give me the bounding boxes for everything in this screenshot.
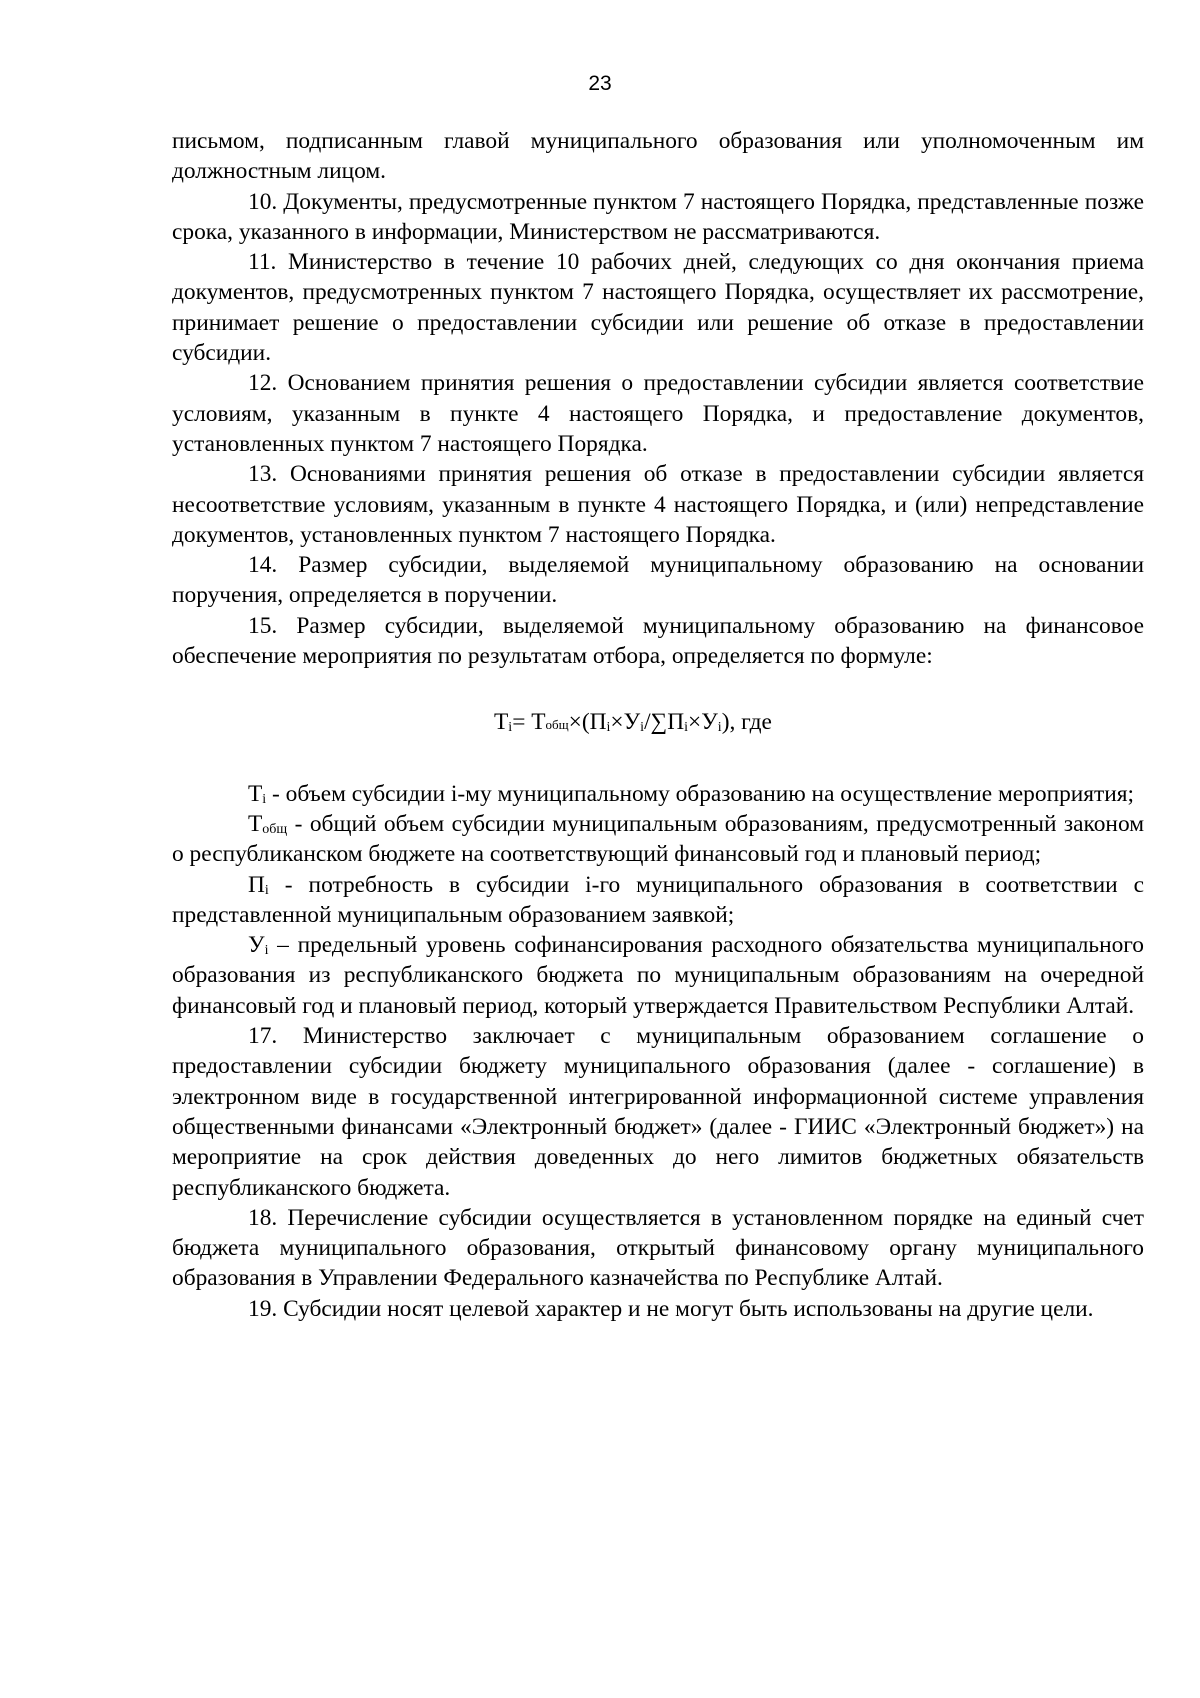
paragraph-15: 15. Размер субсидии, выделяемой муниципальному образованию на финансовое обеспечение мероприятия по результатам отбора, определяется по формуле:	[172, 612, 1144, 670]
paragraph-11: 11. Министерство в течение 10 рабочих дней, следующих со дня окончания приема документов, предусмотренных пунктом 7 настоящего Порядка, осуществляет их рассмотрение, принимает решение о предоставлении субсидии или решение об отказе в предоставлении субсидии.	[172, 249, 1144, 367]
document-body	[172, 126, 1144, 1324]
page-number: 23	[588, 72, 612, 95]
definition-pi: $П_i$ - потребность в субсидии i-го муниципального образования в соответствии с представленной муниципальным образованием заявкой;	[172, 871, 1144, 928]
definition-ti: $Т_i$ - объем субсидии i-му муниципальному образованию на осуществление мероприятия;	[248, 780, 1135, 807]
paragraph-14: 14. Размер субсидии, выделяемой муниципальному образованию на основании поручения, определяется в поручении.	[172, 552, 1144, 609]
paragraph-18: 18. Перечисление субсидии осуществляется в установленном порядке на единый счет бюджета муниципального образования, открытый финансовому органу муниципального образования в Управлении Федерального казначейства по Республике Алтай.	[172, 1204, 1144, 1292]
paragraph-17: 17. Министерство заключает с муниципальным образованием соглашение о предоставлении субсидии бюджету муниципального образования (далее - соглашение) в электронном виде в государственной интегрированной информационной системе управления общественными финансами «Электронный бюджет» (далее - ГИИС «Электронный бюджет») на мероприятие на срок действия доведенных до него лимитов бюджетных обязательств республиканского бюджета.	[172, 1023, 1144, 1201]
definition-tobsh: $Т_{общ}$ - общий объем субсидии муниципальным образованиям, предусмотренный законом о республиканском бюджете на соответствующий финансовый год и плановый период;	[172, 810, 1144, 868]
paragraph-13: 13. Основаниями принятия решения об отказе в предоставлении субсидии является несоответствие условиям, указанным в пункте 4 настоящего Порядка, и (или) непредставление документов, установленных пунктом 7 настоящего Порядка.	[172, 461, 1144, 548]
definition-yi: $У_i$ – предельный уровень софинансирования расходного обязательства муниципального образования из республиканского бюджета по муниципальным образованиям на очередной финансовый год и плановый период, который утверждается Правительством Республики Алтай.	[172, 932, 1144, 1019]
subsidy-formula: $Т_i=$ $Тобщ\times(П_i\times У_i/\sum П_i\times У_i)$, где	[494, 709, 772, 736]
paragraph-12: 12. Основанием принятия решения о предоставлении субсидии является соответствие условиям, указанным в пункте 4 настоящего Порядка, и предоставление документов, установленных пунктом 7 настоящего Порядка.	[172, 370, 1144, 457]
paragraph-10: 10. Документы, предусмотренные пунктом 7 настоящего Порядка, представленные позже срока, указанного в информации, Министерством не рассматриваются.	[172, 188, 1144, 245]
paragraph-19: 19. Субсидии носят целевой характер и не могут быть использованы на другие цели.	[248, 1295, 1094, 1322]
paragraph-continuation: письмом, подписанным главой муниципального образования или уполномоченным им должностным лицом.	[172, 128, 1144, 185]
